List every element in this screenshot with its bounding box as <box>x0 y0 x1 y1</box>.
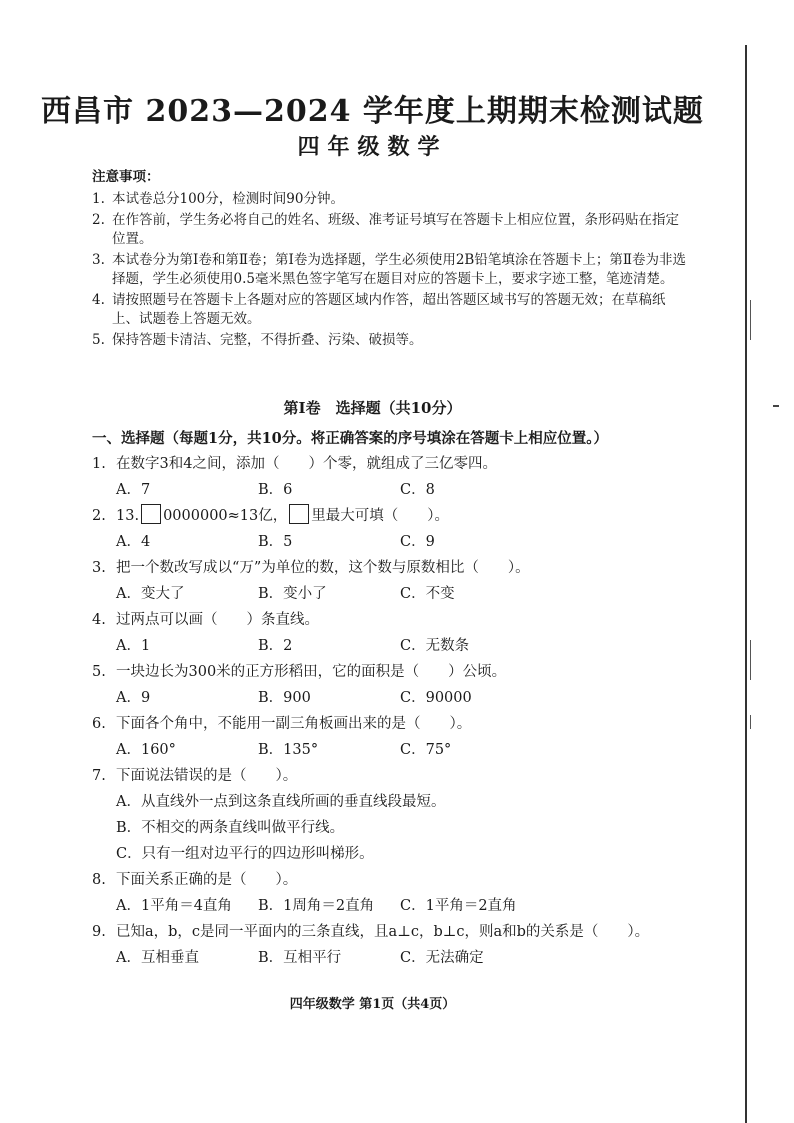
question-number: 6. <box>92 716 106 732</box>
question-text: 下面关系正确的是（ ）。 <box>116 872 298 888</box>
question-list <box>92 451 692 971</box>
option-b: B．不相交的两条直线叫做平行线。 <box>116 820 345 836</box>
question-text-pre: 13. <box>116 508 140 524</box>
question-number: 2. <box>92 508 106 524</box>
option-a: A．9 <box>116 690 151 706</box>
notice-text: 本试卷总分100分，检测时间90分钟。 <box>112 191 344 207</box>
option-b: B．6 <box>258 482 293 498</box>
edge-mark <box>750 300 751 340</box>
question-text: 一块边长为300米的正方形稻田，它的面积是（ ）公顷。 <box>116 664 507 680</box>
blank-box <box>289 504 309 524</box>
notice-text: 请按照题号在答题卡上各题对应的答题区域内作答，超出答题区域书写的答题无效；在草稿纸上、试题卷上答题无效。 <box>112 292 666 327</box>
question-number: 4. <box>92 612 106 628</box>
options-1 <box>92 477 692 503</box>
notice-number: 2. <box>92 212 105 228</box>
edge-mark <box>750 640 751 680</box>
options-8 <box>92 893 692 919</box>
option-b: B．变小了 <box>258 586 327 602</box>
option-a: A．1平角＝4直角 <box>116 898 232 914</box>
notice-number: 4. <box>92 292 105 308</box>
section-instruction: 一、选择题（每题1分，共10分。将正确答案的序号填涂在答题卡上相应位置。） <box>92 430 609 447</box>
option-b: B．900 <box>258 690 311 706</box>
question-1 <box>92 451 692 477</box>
option-b: B．互相平行 <box>258 950 342 966</box>
option-a: A．4 <box>116 534 151 550</box>
option-c: C．9 <box>400 534 435 550</box>
binding-margin-line <box>745 45 747 1123</box>
options-4 <box>92 633 692 659</box>
question-6 <box>92 711 692 737</box>
notice-block <box>92 168 692 352</box>
option-a: A．互相垂直 <box>116 950 199 966</box>
question-8 <box>92 867 692 893</box>
notice-text: 保持答题卡清洁、完整，不得折叠、污染、破损等。 <box>112 332 423 348</box>
option-c: C．只有一组对边平行的四边形叫梯形。 <box>116 846 374 862</box>
question-5 <box>92 659 692 685</box>
option-c: C．90000 <box>400 690 472 706</box>
exam-title: 西昌市 2023—2024 学年度上期期末检测试题 <box>41 94 704 129</box>
notice-item <box>92 331 692 350</box>
option-a: A．从直线外一点到这条直线所画的垂直线段最短。 <box>116 794 446 810</box>
question-text: 过两点可以画（ ）条直线。 <box>116 612 319 628</box>
section-title: 第Ⅰ卷 选择题（共10分） <box>283 399 462 417</box>
question-text: 在数字3和4之间，添加（ ）个零，就组成了三亿零四。 <box>116 456 497 472</box>
question-number: 7. <box>92 768 106 784</box>
option-b: B．1周角＝2直角 <box>258 898 375 914</box>
notice-item <box>92 211 692 249</box>
question-text: 下面各个角中，不能用一副三角板画出来的是（ ）。 <box>116 716 472 732</box>
page-footer: 四年级数学 第1页（共4页） <box>289 997 456 1012</box>
question-text-mid: 0000000≈13亿， <box>163 508 288 524</box>
notice-number: 3. <box>92 252 105 268</box>
question-number: 3. <box>92 560 106 576</box>
option-b: B．5 <box>258 534 293 550</box>
option-a: A．变大了 <box>116 586 185 602</box>
question-text: 已知a，b，c是同一平面内的三条直线，且a⊥c，b⊥c，则a和b的关系是（ ）。 <box>116 924 650 940</box>
question-4 <box>92 607 692 633</box>
option-a: A．160° <box>116 742 176 758</box>
notice-number: 1. <box>92 191 105 207</box>
question-number: 8. <box>92 872 106 888</box>
notice-item <box>92 190 692 209</box>
option-b: B．135° <box>258 742 319 758</box>
exam-subtitle: 四年级数学 <box>297 134 448 160</box>
options-2 <box>92 529 692 555</box>
option-c: C．无数条 <box>400 638 470 654</box>
option-a: A．1 <box>116 638 151 654</box>
question-7 <box>92 763 692 789</box>
question-text: 把一个数改写成以“万”为单位的数，这个数与原数相比（ ）。 <box>116 560 530 576</box>
option-c: C．1平角＝2直角 <box>400 898 517 914</box>
options-9 <box>92 945 692 971</box>
notice-text: 在作答前，学生务必将自己的姓名、班级、准考证号填写在答题卡上相应位置，条形码贴在指定位置。 <box>112 212 679 247</box>
notice-item <box>92 251 692 289</box>
question-text: 下面说法错误的是（ ）。 <box>116 768 298 784</box>
question-number: 9. <box>92 924 106 940</box>
options-5 <box>92 685 692 711</box>
option-c: C．75° <box>400 742 452 758</box>
question-9 <box>92 919 692 945</box>
edge-mark <box>750 715 751 729</box>
option-a: A．7 <box>116 482 151 498</box>
question-number: 1. <box>92 456 106 472</box>
notice-text: 本试卷分为第Ⅰ卷和第Ⅱ卷；第Ⅰ卷为选择题，学生必须使用2B铅笔填涂在答题卡上；第Ⅱ卷为非选择题，学生必须使用0.5毫米黑色签字笔写在题目对应的答题卡上，要求字迹工整，笔迹清楚。 <box>112 252 687 287</box>
notice-number: 5. <box>92 332 105 348</box>
options-3 <box>92 581 692 607</box>
option-c: C．不变 <box>400 586 455 602</box>
option-c: C．8 <box>400 482 435 498</box>
question-text-post: 里最大可填（ ）。 <box>311 508 449 524</box>
notice-item <box>92 291 692 329</box>
question-3 <box>92 555 692 581</box>
edge-tick <box>773 405 779 407</box>
notice-heading: 注意事项： <box>92 169 160 185</box>
question-number: 5. <box>92 664 106 680</box>
option-c: C．无法确定 <box>400 950 484 966</box>
option-b: B．2 <box>258 638 293 654</box>
blank-box <box>141 504 161 524</box>
options-6 <box>92 737 692 763</box>
question-2 <box>92 503 692 529</box>
